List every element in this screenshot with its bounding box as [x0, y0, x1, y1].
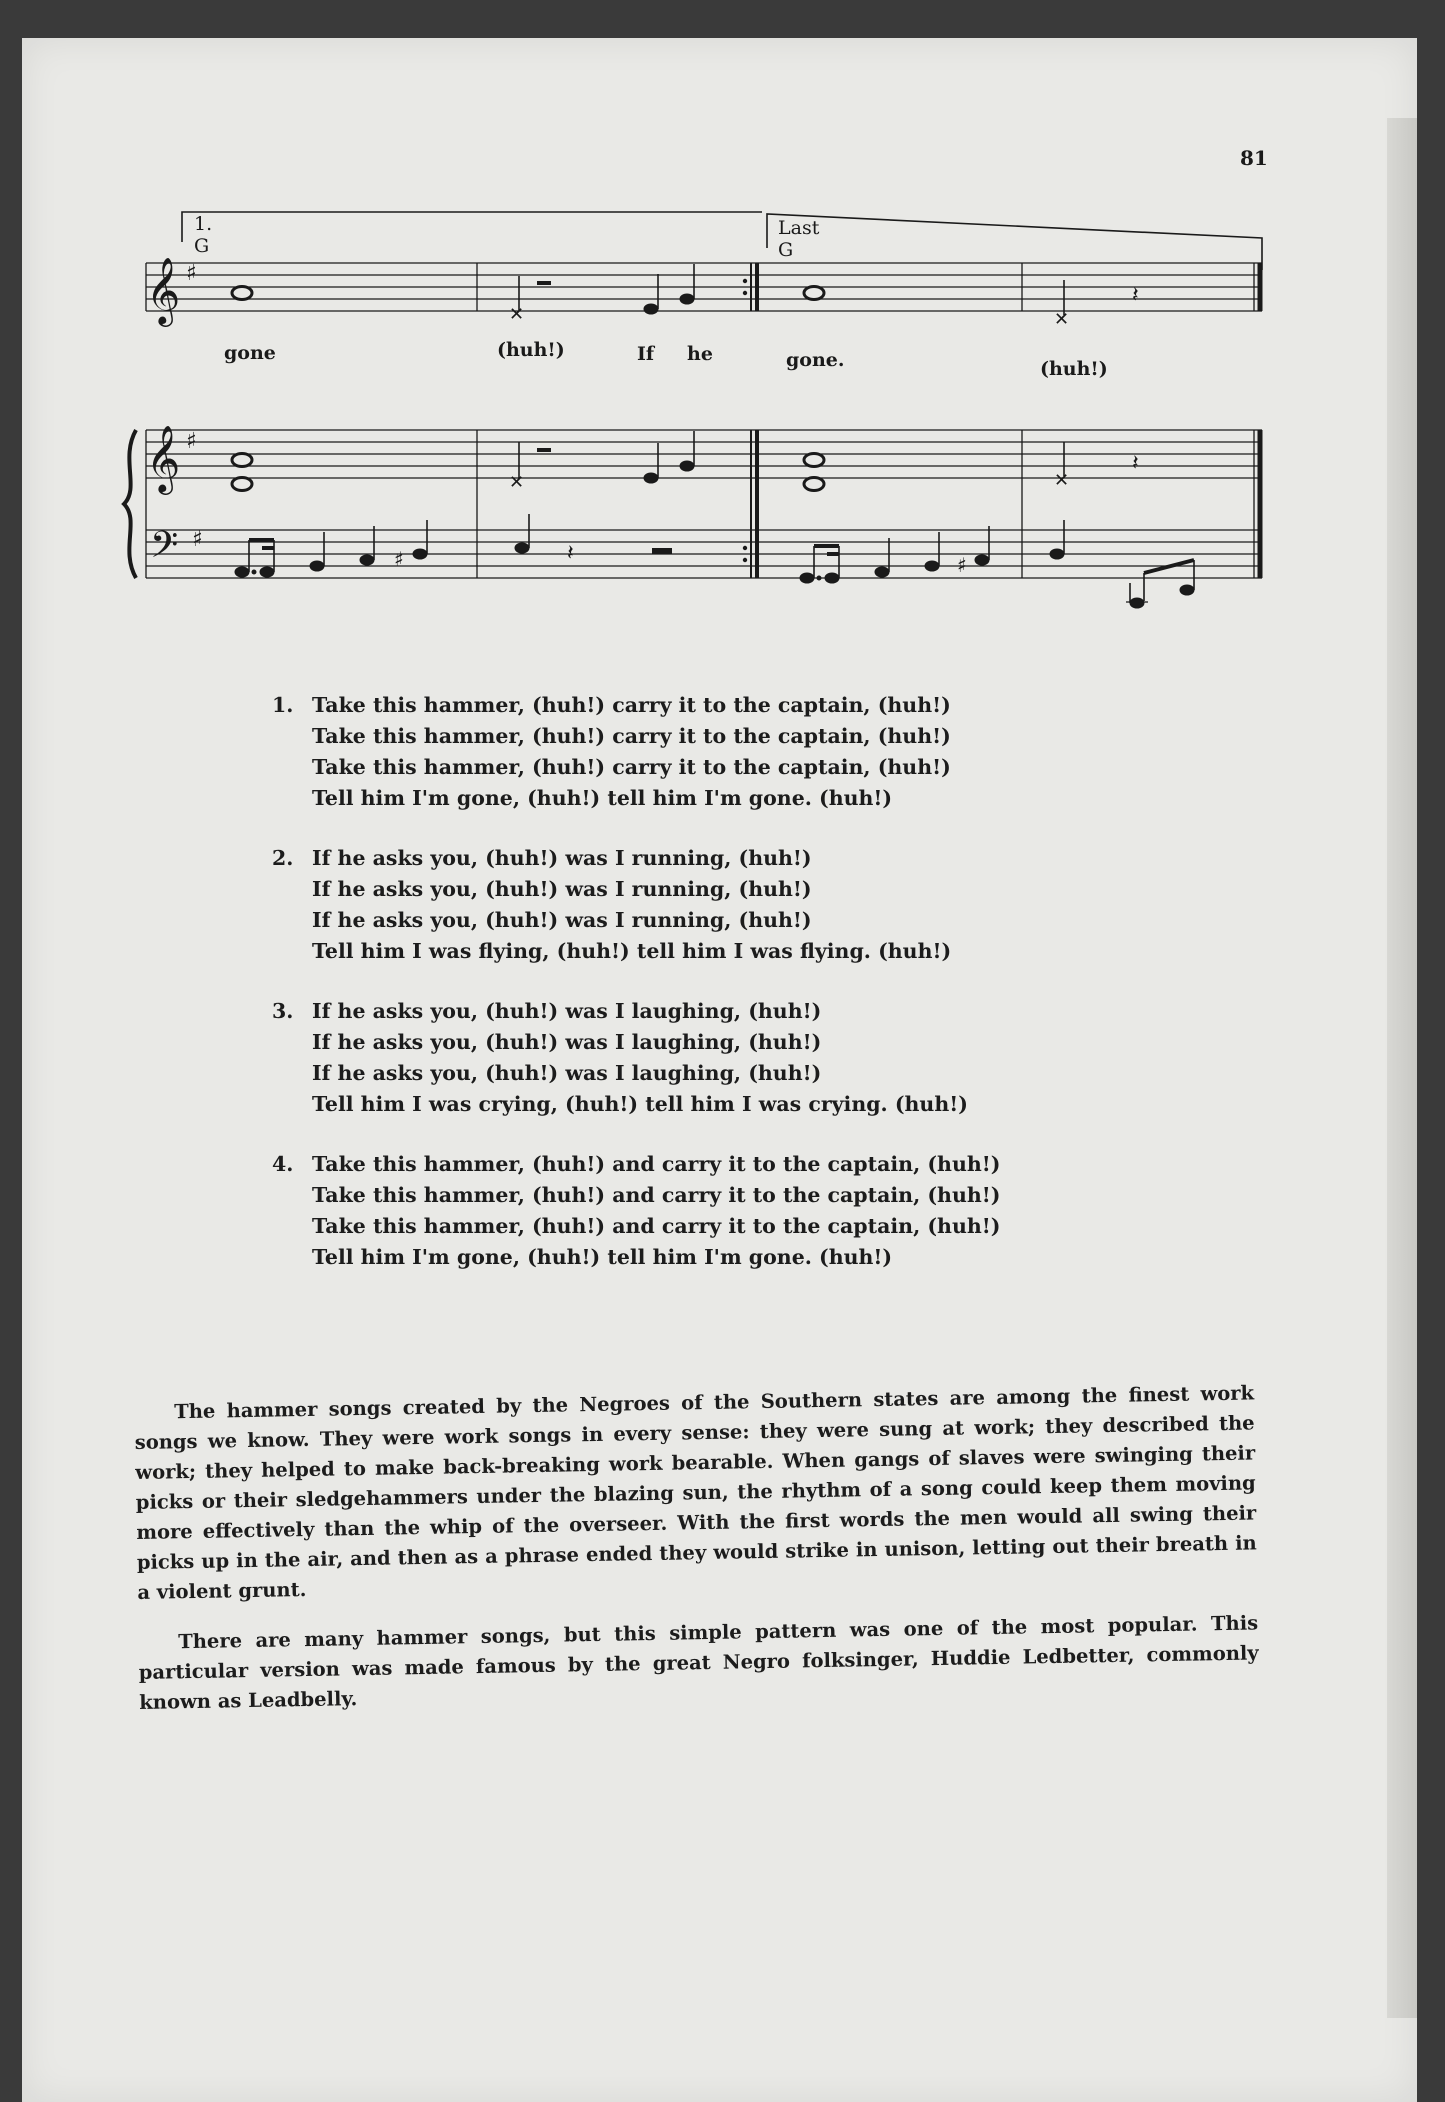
verse-text: If he asks you, (huh!) was I running, (huh!): [312, 846, 812, 870]
svg-text:𝄽: 𝄽: [1132, 283, 1139, 308]
verse-line: [272, 1180, 1172, 1211]
svg-text:𝄽: 𝄽: [567, 541, 574, 566]
music-staff-svg: [142, 208, 1277, 628]
lyric-syllable: (huh!): [497, 339, 565, 361]
verse-number: 4.: [272, 1152, 294, 1176]
verse-line: [272, 783, 1172, 814]
verse-text: Tell him I was flying, (huh!) tell him I was flying. (huh!): [312, 939, 952, 963]
verse-line: [272, 1027, 1172, 1058]
verse-line: [272, 1149, 1172, 1180]
piano-bass-notes: [235, 514, 1194, 608]
paragraph: The hammer songs created by the Negroes of the Southern states are among the finest work songs we know. They were work songs in every sense: they were sung at work; they described the work; they helped to make back-breaking work bearable. When gangs of slaves were swinging their picks or their sledgehammers under the blazing sun, the rhythm of a song could keep them moving more effectively than the whip of the overseer. With the first words the men would all swing their picks up in the air, and then as a phrase ended they would strike in unison, letting out their breath in a violent grunt.: [134, 1381, 1257, 1604]
svg-text:𝄽: 𝄽: [1132, 451, 1139, 476]
page-number: 81: [1240, 146, 1268, 170]
verse-line: [272, 1089, 1172, 1120]
verse-line: [272, 690, 1172, 721]
verse-line: [272, 752, 1172, 783]
ending-brackets: [182, 212, 1262, 270]
paragraph: There are many hammer songs, but this simple pattern was one of the most popular. This particular version was made famous by the great Negro folksinger, Huddie Ledbetter, commonly known as Leadbelly.: [138, 1611, 1259, 1714]
ending-first-label: 1.: [194, 213, 213, 235]
verse-line: [272, 843, 1172, 874]
grand-staff-brace-icon: [124, 430, 136, 578]
verse-text: If he asks you, (huh!) was I laughing, (huh!): [312, 1061, 822, 1085]
verse-text: Take this hammer, (huh!) and carry it to the captain, (huh!): [312, 1152, 1001, 1176]
verse-line: [272, 1058, 1172, 1089]
svg-text:✕: ✕: [509, 472, 525, 493]
vocal-staff: [146, 263, 1262, 311]
book-page: [22, 38, 1417, 2102]
treble-clef-icon: 𝄞: [146, 256, 181, 324]
verse-text: Take this hammer, (huh!) carry it to the captain, (huh!): [312, 755, 951, 779]
lyric-syllable: gone.: [786, 349, 845, 371]
vocal-notes: [232, 264, 1139, 330]
lyric-syllable: he: [687, 343, 713, 365]
verse-text: If he asks you, (huh!) was I laughing, (huh!): [312, 1030, 822, 1054]
verse-text: If he asks you, (huh!) was I laughing, (huh!): [312, 999, 822, 1023]
sheet-music: [142, 208, 1277, 628]
verse-number: 3.: [272, 999, 294, 1023]
verse: [272, 996, 1172, 1120]
verse-line: [272, 936, 1172, 967]
verse: [272, 843, 1172, 967]
sharp-icon: ♯: [192, 527, 203, 552]
sharp-icon: ♯: [186, 261, 197, 286]
verse-line: [272, 874, 1172, 905]
verse-text: Take this hammer, (huh!) carry it to the captain, (huh!): [312, 693, 951, 717]
verse-number: 1.: [272, 693, 294, 717]
piano-treble-notes: [232, 431, 1139, 493]
verse: [272, 690, 1172, 814]
song-verses: [272, 690, 1172, 1302]
svg-text:✕: ✕: [509, 304, 525, 325]
treble-clef-icon: 𝄞: [146, 424, 181, 492]
chord-symbol: G: [778, 239, 794, 261]
verse-line: [272, 1211, 1172, 1242]
verse-line: [272, 1242, 1172, 1273]
verse-text: Tell him I'm gone, (huh!) tell him I'm gone. (huh!): [312, 786, 893, 810]
verse-text: Take this hammer, (huh!) carry it to the captain, (huh!): [312, 724, 951, 748]
ending-last-label: Last: [778, 217, 820, 239]
verse-text: Take this hammer, (huh!) and carry it to the captain, (huh!): [312, 1183, 1001, 1207]
verse-line: [272, 996, 1172, 1027]
verse-number: 2.: [272, 846, 294, 870]
svg-text:♯: ♯: [394, 547, 404, 571]
commentary: [134, 1378, 1260, 1737]
lyric-syllable: (huh!): [1040, 358, 1108, 380]
svg-text:✕: ✕: [1054, 470, 1070, 491]
lyric-syllable: gone: [224, 342, 276, 364]
svg-text:♯: ♯: [957, 553, 967, 577]
verse: [272, 1149, 1172, 1273]
verse-text: Tell him I was crying, (huh!) tell him I was crying. (huh!): [312, 1092, 968, 1116]
verse-text: If he asks you, (huh!) was I running, (huh!): [312, 877, 812, 901]
sharp-icon: ♯: [186, 429, 197, 454]
verse-line: [272, 721, 1172, 752]
bass-clef-icon: 𝄢: [150, 524, 179, 575]
lyric-syllable: If: [637, 343, 655, 365]
verse-text: If he asks you, (huh!) was I running, (huh!): [312, 908, 812, 932]
verse-text: Take this hammer, (huh!) and carry it to the captain, (huh!): [312, 1214, 1001, 1238]
chord-symbol: G: [194, 235, 210, 257]
verse-line: [272, 905, 1172, 936]
page-edge: [1387, 118, 1417, 2018]
verse-text: Tell him I'm gone, (huh!) tell him I'm gone. (huh!): [312, 1245, 893, 1269]
svg-text:✕: ✕: [1054, 309, 1070, 330]
piano-treble-staff: [146, 430, 1262, 578]
